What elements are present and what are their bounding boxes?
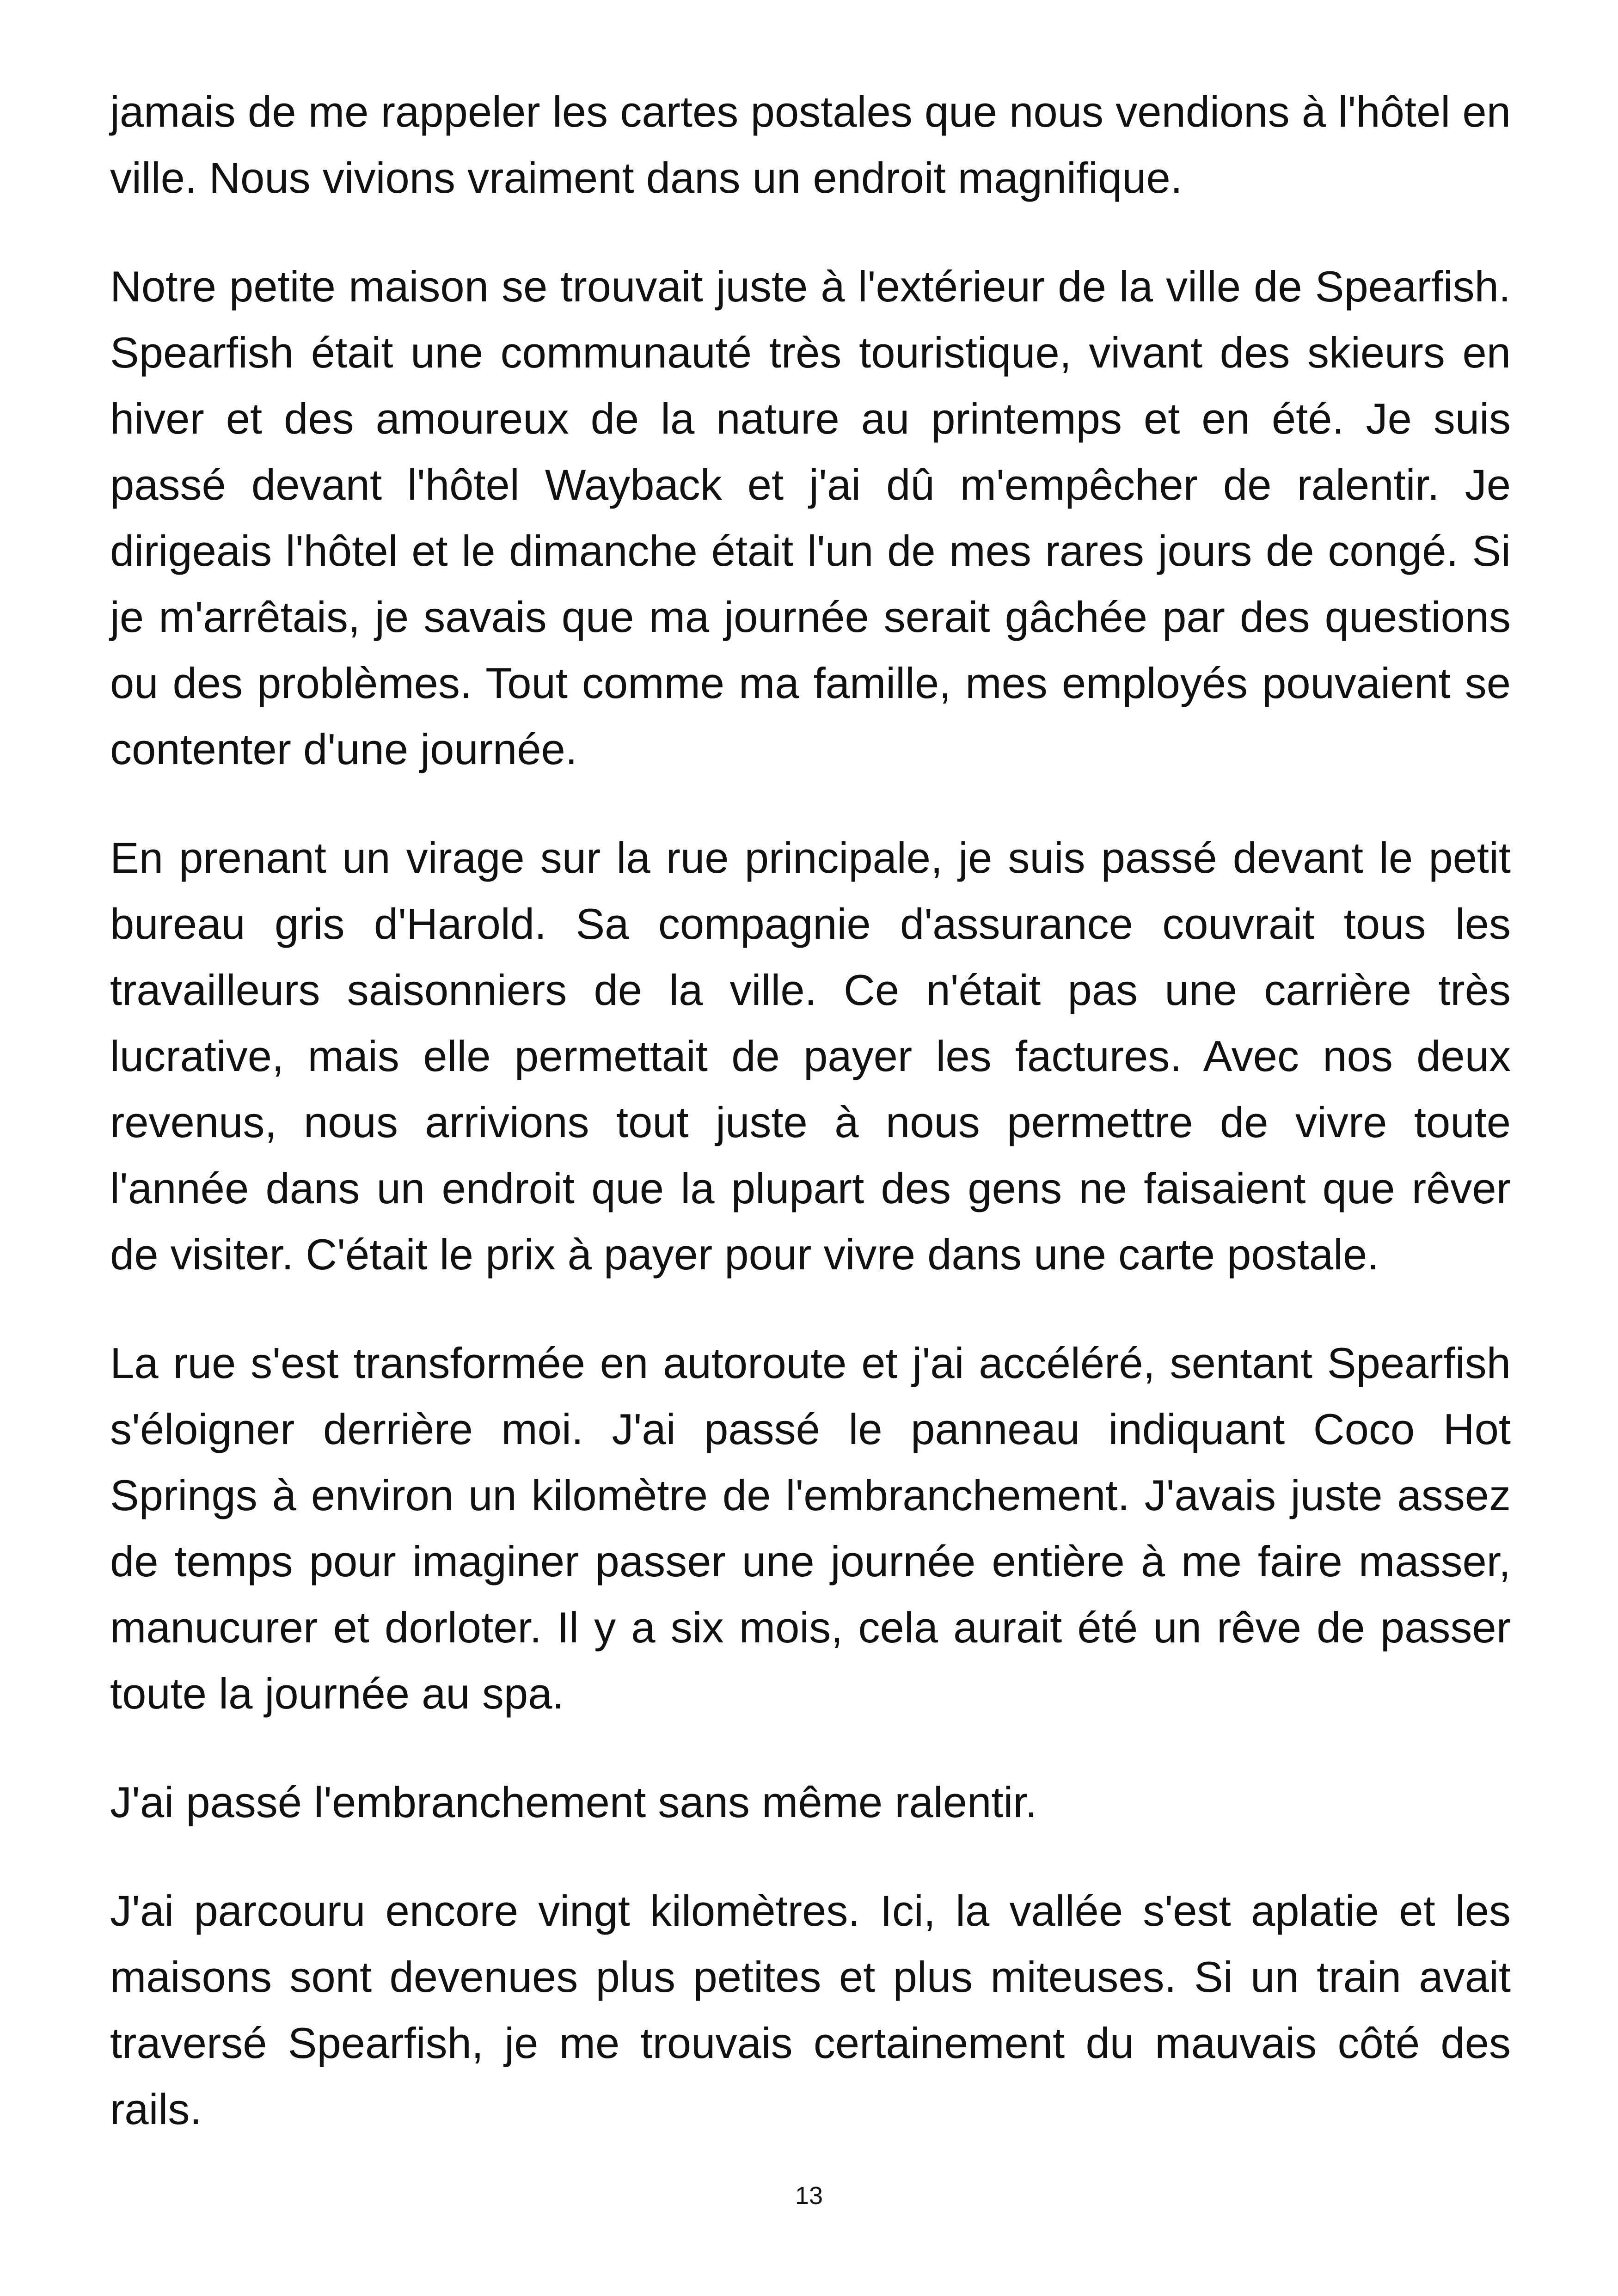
paragraph: J'ai passé l'embranchement sans même ralentir. [110,1778,1037,1826]
paragraph: jamais de me rappeler les cartes postales que nous vendions à l'hôtel en ville. Nous vivions vraiment dans un endroit magnifique. [110,87,1511,202]
paragraph: Notre petite maison se trouvait juste à l'extérieur de la ville de Spearfish. Spearfish était une communauté très touristique, vivant des skieurs en hiver et des amoureux de la nature au printemps et en été. Je suis passé devant l'hôtel Wayback et j'ai dû m'empêcher de ralentir. Je dirigeais l'hôtel et le dimanche était l'un de mes rares jours de congé. Si je m'arrêtais, je savais que ma journée serait gâchée par des questions ou des problèmes. Tout comme ma famille, mes employés pouvaient se contenter d'une journée. [110,262,1511,773]
page-number: 13 [795,2182,823,2210]
body-text [110,79,1511,2185]
paragraph: En prenant un virage sur la rue principale, je suis passé devant le petit bureau gris d'Harold. Sa compagnie d'assurance couvrait tous les travailleurs saisonniers de la ville. Ce n'était pas une carrière très lucrative, mais elle permettait de payer les factures. Avec nos deux revenus, nous arrivions tout juste à nous permettre de vivre toute l'année dans un endroit que la plupart des gens ne faisaient que rêver de visiter. C'était le prix à payer pour vivre dans une carte postale. [110,833,1511,1279]
paragraph: La rue s'est transformée en autoroute et j'ai accéléré, sentant Spearfish s'éloigner derrière moi. J'ai passé le panneau indiquant Coco Hot Springs à environ un kilomètre de l'embranchement. J'avais juste assez de temps pour imaginer passer une journée entière à me faire masser, manucurer et dorloter. Il y a six mois, cela aurait été un rêve de passer toute la journée au spa. [110,1339,1511,1718]
paragraph: J'ai parcouru encore vingt kilomètres. Ici, la vallée s'est aplatie et les maisons sont devenues plus petites et plus miteuses. Si un train avait traversé Spearfish, je me trouvais certainement du mauvais côté des rails. [110,1886,1511,2133]
